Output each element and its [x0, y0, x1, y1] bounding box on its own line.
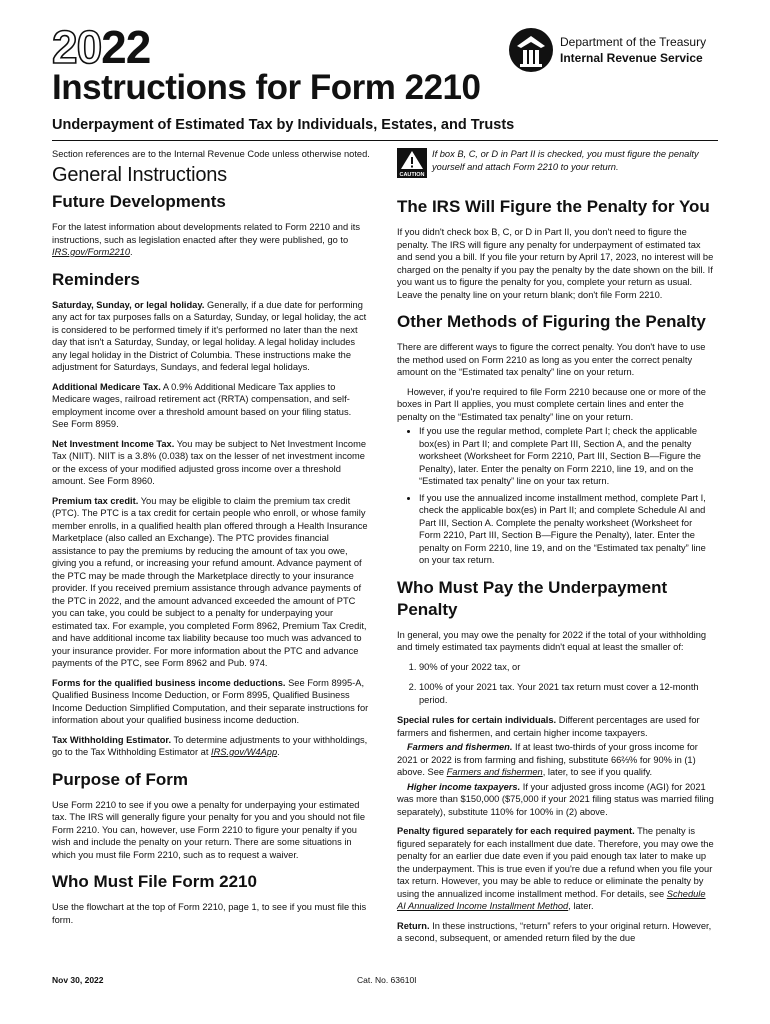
other-methods-text-1: There are different ways to figure the correct penalty. You don't have to use the method used on Form 2210 as long as you enter the correct penalty amount on the “Estimated tax penalty” line on your return.	[397, 342, 706, 377]
general-instructions-heading: General Instructions	[52, 163, 227, 186]
department-name: Department of the Treasury	[560, 35, 707, 49]
who-must-file-text: Use the flowchart at the top of Form 2210, page 1, to see if you must file this form.	[52, 902, 367, 925]
penalty-separately-text: Penalty figured separately for each required payment. The penalty is figured separately for each installment due date. Therefore, you may owe the penalty for an earlier due date even if you paid enough tax later to make up the underpayment. This is true even if you're due a refund when you file your tax return. However, you may be able to reduce or eliminate the penalty by using the annualized income installment method. For details, see Schedule AI Annualized Income Installment Method, later.	[397, 826, 714, 911]
intro-text: Section references are to the Internal Revenue Code unless otherwise noted.	[52, 149, 370, 159]
reminder-holiday: Saturday, Sunday, or legal holiday. Generally, if a due date for performing any act for tax purposes falls on a Saturday, Sunday, or legal holiday, the act is considered to be performed timely if it's performed no later than the next day that isn't a Saturday, Sunday, or legal holiday. A legal holiday includes any legal holiday in the District of Columbia. These instructions make the adjustment for Saturdays, Sundays, and federal legal holidays.	[52, 299, 367, 372]
caution-text: If box B, C, or D in Part II is checked, you must figure the penalty yourself and attach Form 2210 to your return.	[432, 149, 699, 172]
reminder-withholding: Tax Withholding Estimator. To determine adjustments to your withholdings, go to the Tax Withholding Estimator at IRS.gov/W4App.	[52, 734, 368, 757]
w4app-link[interactable]: IRS.gov/W4App	[211, 747, 278, 757]
farmers-text: Farmers and fishermen. If at least two-thirds of your gross income for 2021 or 2022 is from farming and fishing, substitute 66⅔% for 90% in (1) above. See Farmers and fishermen, later, to see if you qualify.	[397, 742, 698, 777]
return-text: Return. In these instructions, “return” refers to your original return. However, a second, subsequent, or amended return filed by the due	[397, 920, 712, 943]
other-methods-heading: Other Methods of Figuring the Penalty	[397, 312, 706, 331]
who-must-pay-heading: Who Must Pay the Underpayment Penalty	[397, 577, 668, 619]
threshold-list	[397, 661, 715, 707]
who-must-pay-text: In general, you may owe the penalty for 2022 if the total of your withholding and timely estimated tax payments didn't equal at least the smaller of:	[397, 629, 707, 652]
form-year: 2022	[52, 21, 151, 73]
methods-list	[397, 425, 715, 567]
irs-figure-heading: The IRS Will Figure the Penalty for You	[397, 197, 710, 216]
title-divider	[52, 140, 718, 141]
reminder-niit: Net Investment Income Tax. You may be subject to Net Investment Income Tax (NIIT). NIIT is a 3.8% (0.038) tax on the lesser of net investment income or the excess of your modified adjusted gross income over a threshold amount. See Form 8960.	[52, 438, 367, 486]
footer-catalog-number: Cat. No. 63610I	[357, 975, 417, 985]
footer-date: Nov 30, 2022	[52, 975, 104, 985]
issuing-department	[560, 34, 706, 66]
list-item: 1. 90% of your 2022 tax, or	[419, 661, 715, 674]
irs-eagle-logo-icon	[507, 26, 555, 74]
reminder-qbi: Forms for the qualified business income deductions. See Form 8995-A, Qualified Business Income Deduction, or Form 8995, Qualified Business Income Deduction Simplified Computation, and their separate instructions for information about your qualified business income deduction.	[52, 677, 369, 725]
future-developments-heading: Future Developments	[52, 192, 226, 211]
special-rules-text: Special rules for certain individuals. Different percentages are used for farmers and fishermen, and certain higher income taxpayers.	[397, 715, 700, 738]
other-methods-text-2: However, if you're required to file Form 2210 because one or more of the boxes in Part II applies, you must complete certain lines and enter the penalty on the “Estimated tax penalty” line on your return.	[397, 386, 706, 422]
page-subtitle: Underpayment of Estimated Tax by Individuals, Estates, and Trusts	[52, 117, 515, 133]
purpose-heading: Purpose of Form	[52, 769, 189, 789]
farmers-link[interactable]: Farmers and fishermen	[446, 767, 543, 777]
purpose-text: Use Form 2210 to see if you owe a penalty for underpaying your estimated tax. The IRS will generally figure your penalty for you and you should not file Form 2210. You can, however, use Form 2210 to figure your penalty if you wish and include the penalty on your return. There are some situations in which you must file Form 2210, such as to request a waiver.	[52, 799, 365, 860]
irs-figure-text: If you didn't check box B, C, or D in Part II, you don't need to figure the penalty. The IRS will figure any penalty for underpayment of estimated tax and send you a bill. If you file your return by April 17, 2023, no interest will be charged on the penalty if you pay the penalty by the date shown on the bill. If you want us to figure the penalty for you, complete your return as usual. Leave the penalty line on your return blank; don't file Form 2210.	[397, 227, 714, 300]
higher-income-text: Higher income taxpayers. If your adjusted gross income (AGI) for 2021 was more than $150,000 ($75,000 if your 2021 filing status was married filing separately), substitute 110% for 100% in (2) above.	[397, 781, 714, 817]
list-item: • If you use the annualized income installment method, complete Part I, check the applicable box(es) in Part II; and complete Schedule AI and Part III, Section A. Complete the penalty worksheet (Worksheet for Form 2210, Part III, Section B—Figure the Penalty), later. Enter the penalty on Form 2210, line 19, and on the “Estimated tax penalty” line on your tax return.	[419, 492, 715, 567]
reminder-ptc: Premium tax credit. You may be eligible to claim the premium tax credit (PTC). The PTC is a tax credit for certain people who enroll, or whose family member enrolls, in a qualified health plan offered through a Health Insurance Marketplace (also called an Exchange). The PTC provides financial assistance to pay the premiums by reducing the amount of tax you owe, giving you a refund, or increasing your refund amount. Advance payment of the PTC may be made through the Marketplace directly to your insurance provider. If you received premium assistance through advance payments of the PTC in 2022, and the amount advanced exceeded the amount of PTC you can take, you could be subject to a penalty for underpaying your estimated tax. For example, you completed Form 8962, Premium Tax Credit, and have additional income tax liability because too much was advanced to your insurance provider. For more information about the PTC and advance payments of the PTC, see Form 8962 and Pub. 974.	[52, 495, 368, 668]
future-developments-text: For the latest information about developments related to Form 2210 and its instructions, such as legislation enacted after they were published, go to IRS.gov/Form2210.	[52, 222, 361, 257]
irs-form2210-link[interactable]: IRS.gov/Form2210	[52, 247, 131, 257]
list-item: 2. 100% of your 2021 tax. Your 2021 tax return must cover a 12-month period.	[419, 681, 715, 706]
list-item: • If you use the regular method, complete Part I; check the applicable box(es) in Part II; and complete Part III, Section A, and the penalty worksheet (Worksheet for Form 2210, Part III, Section B—Figure the Penalty), later. Enter the penalty on Form 2210, line 19, and on the “Estimated tax penalty” line on your tax return.	[419, 425, 715, 488]
page-title: Instructions for Form 2210	[52, 68, 481, 107]
right-column	[397, 186, 715, 952]
agency-name: Internal Revenue Service	[560, 51, 703, 65]
schedule-ai-link[interactable]: Schedule AI Annualized Income Installment Method	[397, 888, 706, 911]
reminder-medicare: Additional Medicare Tax. A 0.9% Additional Medicare Tax applies to Medicare wages, railroad retirement act (RRTA) compensation, and self-employment income over a threshold amount based on your filing status. See Form 8959.	[52, 381, 352, 429]
who-must-file-heading: Who Must File Form 2210	[52, 872, 257, 891]
caution-label: CAUTION	[399, 172, 425, 178]
left-column	[52, 148, 370, 933]
caution-icon	[397, 148, 427, 178]
reminders-heading: Reminders	[52, 269, 140, 289]
